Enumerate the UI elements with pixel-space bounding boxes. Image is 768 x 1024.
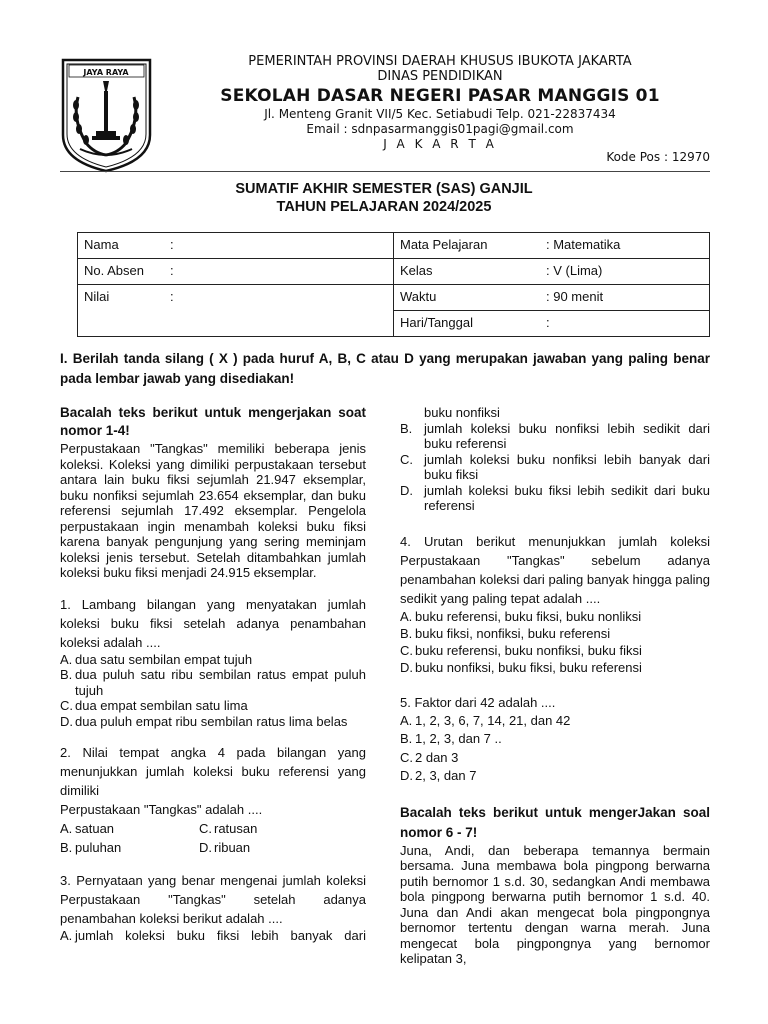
class-label: Kelas — [400, 263, 433, 278]
q3-option-c-letter: C. — [400, 451, 413, 467]
question-5: 5. Faktor dari 42 adalah .... — [400, 694, 556, 710]
q2-option-b-letter: B. — [60, 840, 73, 855]
q1-option-d-letter: D. — [60, 713, 73, 729]
q1-option-b — [60, 667, 366, 698]
identity-class-cell — [394, 259, 710, 285]
q5-option-b-text: 1, 2, 3, dan 7 .. — [415, 731, 502, 746]
score-value: : — [170, 289, 174, 304]
q2-option-b-text: puluhan — [75, 840, 122, 855]
identity-time-cell — [394, 285, 710, 311]
letterhead — [160, 54, 720, 152]
school-logo — [60, 57, 153, 174]
q4-option-c-letter: C. — [400, 642, 413, 658]
q4-option-d — [400, 659, 710, 676]
q5-option-d-letter: D. — [400, 768, 413, 783]
reading1-heading: Bacalah teks berikut untuk mengerjakan soat nomor 1-4! — [60, 405, 366, 438]
identity-name-cell — [78, 233, 394, 259]
left-column — [60, 404, 366, 944]
q2-option-a-text: satuan — [75, 821, 115, 836]
reading2-text: Juna, Andi, dan beberapa temannya bermain bersama. Juna membawa bola pingpong berwarna putih bernomor 1 s.d. 30, sedangkan Andi membawa bola pingpong berwarna putih bernomor 1 s.d. 40. Juna dan Andi akan mengecat bola pingpongnya bernomor tertentu dengan warna merah. Juna mengecat bola pingpongnya yang bernomor kelipatan 3, — [400, 842, 710, 966]
q2-option-c-text: ratusan — [214, 821, 258, 836]
identity-subject-cell — [394, 233, 710, 259]
q1-option-a-text: dua satu sembilan empat tujuh — [75, 651, 253, 667]
q1-option-c-text: dua empat sembilan satu lima — [75, 698, 248, 713]
school-city: J A K A R T A — [383, 137, 497, 151]
q1-option-a — [60, 652, 366, 668]
name-label: Nama — [84, 237, 119, 252]
identity-absen-cell — [78, 259, 394, 285]
question-4: 4. Urutan berikut menunjukkan jumlah koleksi Perpustakaan "Tangkas" sebelum adanya penambahan koleksi dari paling banyak hingga paling sedikit yang paling tepat adalah .... — [400, 533, 710, 606]
question-3: 3. Pernyataan yang benar mengenai jumlah koleksi Perpustakaan "Tangkas" setelah adanya penambahan koleksi berikut adalah .... — [60, 873, 366, 926]
identity-date-cell — [394, 311, 710, 337]
q2-option-d — [199, 838, 250, 857]
q2-option-b — [60, 838, 199, 857]
absen-label: No. Absen — [84, 263, 144, 278]
q4-option-d-letter: D. — [400, 659, 413, 675]
government-line: PEMERINTAH PROVINSI DAERAH KHUSUS IBUKOTA JAKARTA — [248, 54, 632, 69]
q1-option-c-letter: C. — [60, 698, 73, 713]
school-email: Email : sdnpasarmanggis01pagi@gmail.com — [306, 122, 574, 136]
q1-option-b-text: dua puluh satu ribu sembilan ratus empat puluh tujuh — [75, 667, 366, 698]
q5-option-c-text: 2 dan 3 — [415, 749, 459, 765]
q2-options-row2 — [60, 838, 366, 857]
q4-option-b-text: buku fiksi, nonfiksi, buku referensi — [415, 625, 611, 641]
q3-option-d — [400, 483, 710, 514]
date-value: : — [546, 315, 550, 330]
question-1: 1. Lambang bilangan yang menyatakan jumlah koleksi buku fiksi setelah adanya penambahan koleksi adalah .... — [60, 596, 366, 650]
q3-option-d-letter: D. — [400, 482, 413, 498]
letterhead-divider — [60, 171, 710, 172]
q2-option-c-letter: C. — [199, 821, 212, 836]
q3-option-a-continued — [400, 405, 710, 421]
q5-option-b-letter: B. — [400, 731, 413, 746]
q3-option-c — [400, 452, 710, 483]
q1-option-d-text: dua puluh empat ribu sembilan ratus lima belas — [75, 713, 348, 729]
q3-option-b-text: jumlah koleksi buku nonfiksi lebih sedikit dari buku referensi — [424, 420, 710, 451]
question-2-tail: Perpustakaan "Tangkas" adalah .... — [60, 802, 263, 817]
q1-option-c — [60, 698, 366, 714]
school-address: Jl. Menteng Granit VII/5 Kec. Setiabudi Telp. 021-22837434 — [264, 107, 616, 121]
q4-option-a-text: buku referensi, buku fiksi, buku nonliksi — [415, 608, 642, 624]
q4-option-b — [400, 625, 710, 642]
q2-option-a — [60, 819, 199, 838]
q3-option-b-letter: B. — [400, 420, 413, 436]
time-value: : 90 menit — [546, 289, 604, 304]
absen-value: : — [170, 263, 174, 278]
q3-option-d-text: jumlah koleksi buku fiksi lebih sedikit dari buku referensi — [424, 482, 710, 513]
q4-option-a-letter: A. — [400, 608, 413, 624]
q2-option-d-letter: D. — [199, 840, 212, 855]
q3-option-a-letter: A. — [60, 928, 73, 943]
q5-option-c — [400, 749, 710, 768]
identity-score-cell — [78, 285, 394, 337]
class-value: : V (Lima) — [546, 263, 603, 278]
name-value: : — [170, 237, 174, 252]
q5-option-a-letter: A. — [400, 712, 413, 728]
q5-option-b — [400, 730, 710, 749]
postal-code: Kode Pos : 12970 — [606, 150, 710, 164]
q2-options-row1 — [60, 819, 366, 838]
q4-option-d-text: buku nonfiksi, buku fiksi, buku referensi — [415, 659, 642, 675]
q4-option-a — [400, 608, 710, 625]
date-label: Hari/Tanggal — [400, 315, 473, 330]
identity-table — [77, 232, 710, 337]
reading1-text: Perpustakaan "Tangkas" memiliki beberapa jenis koleksi. Koleksi yang dimiliki perpustakaan tersebut antara lain buku fiksi sejumlah 21.947 eksemplar, buku nonfiksi sejumlah 23.654 eksemplar, dan buku referensi sejumlah 17.492 eksemplar. Pengelola perpustakaan ingin menambah koleksi buku fiksi karena banyak pengunjung yang sering meminjam koleksi jenis tersebut. Setelah ditambahkan jumlah koleksi buku fiksi menjadi 24.915 eksemplar. — [60, 441, 366, 580]
q5-option-a — [400, 712, 710, 731]
q1-option-b-letter: B. — [60, 667, 73, 682]
q4-option-b-letter: B. — [400, 625, 413, 641]
right-column — [400, 405, 710, 967]
subject-label: Mata Pelajaran — [400, 237, 488, 252]
q1-option-a-letter: A. — [60, 651, 73, 667]
q4-option-c-text: buku referensi, buku nonfiksi, buku fiksi — [415, 642, 642, 658]
q3-option-a-text: jumlah koleksi buku fiksi lebih banyak dari — [75, 928, 366, 943]
q2-option-c — [199, 819, 257, 838]
q3-option-a-continued-text: buku nonfiksi — [424, 405, 500, 420]
q4-option-c — [400, 642, 710, 659]
score-label: Nilai — [84, 289, 110, 304]
q1-option-d — [60, 714, 366, 730]
q3-option-c-text: jumlah koleksi buku nonfiksi lebih banyak dari buku fiksi — [424, 451, 710, 482]
q5-option-c-letter: C. — [400, 749, 413, 765]
logo-text: JAYA RAYA — [83, 68, 129, 77]
reading2-heading: Bacalah teks berikut untuk mengerJakan soal nomor 6 - 7! — [400, 804, 710, 840]
exam-title: SUMATIF AKHIR SEMESTER (SAS) GANJIL — [235, 181, 533, 197]
department-line: DINAS PENDIDIKAN — [377, 69, 503, 84]
q2-option-a-letter: A. — [60, 821, 73, 836]
school-name: SEKOLAH DASAR NEGERI PASAR MANGGIS 01 — [220, 86, 660, 106]
academic-year: TAHUN PELAJARAN 2024/2025 — [276, 199, 492, 215]
question-2: 2. Nilai tempat angka 4 pada bilangan yang menunjukkan jumlah koleksi buku referensi yang dimiliki — [60, 745, 366, 798]
q2-option-d-text: ribuan — [214, 840, 251, 855]
q5-option-d-text: 2, 3, dan 7 — [415, 768, 477, 783]
q3-option-a — [60, 928, 366, 944]
subject-value: : Matematika — [546, 237, 621, 252]
q5-option-d — [400, 767, 710, 786]
q5-option-a-text: 1, 2, 3, 6, 7, 14, 21, dan 42 — [415, 712, 571, 728]
q3-option-b — [400, 421, 710, 452]
instruction-text: I. Berilah tanda silang ( X ) pada huruf A, B, C atau D yang merupakan jawaban yang paling benar pada lembar jawab yang disediakan! — [60, 351, 710, 386]
time-label: Waktu — [400, 289, 437, 304]
